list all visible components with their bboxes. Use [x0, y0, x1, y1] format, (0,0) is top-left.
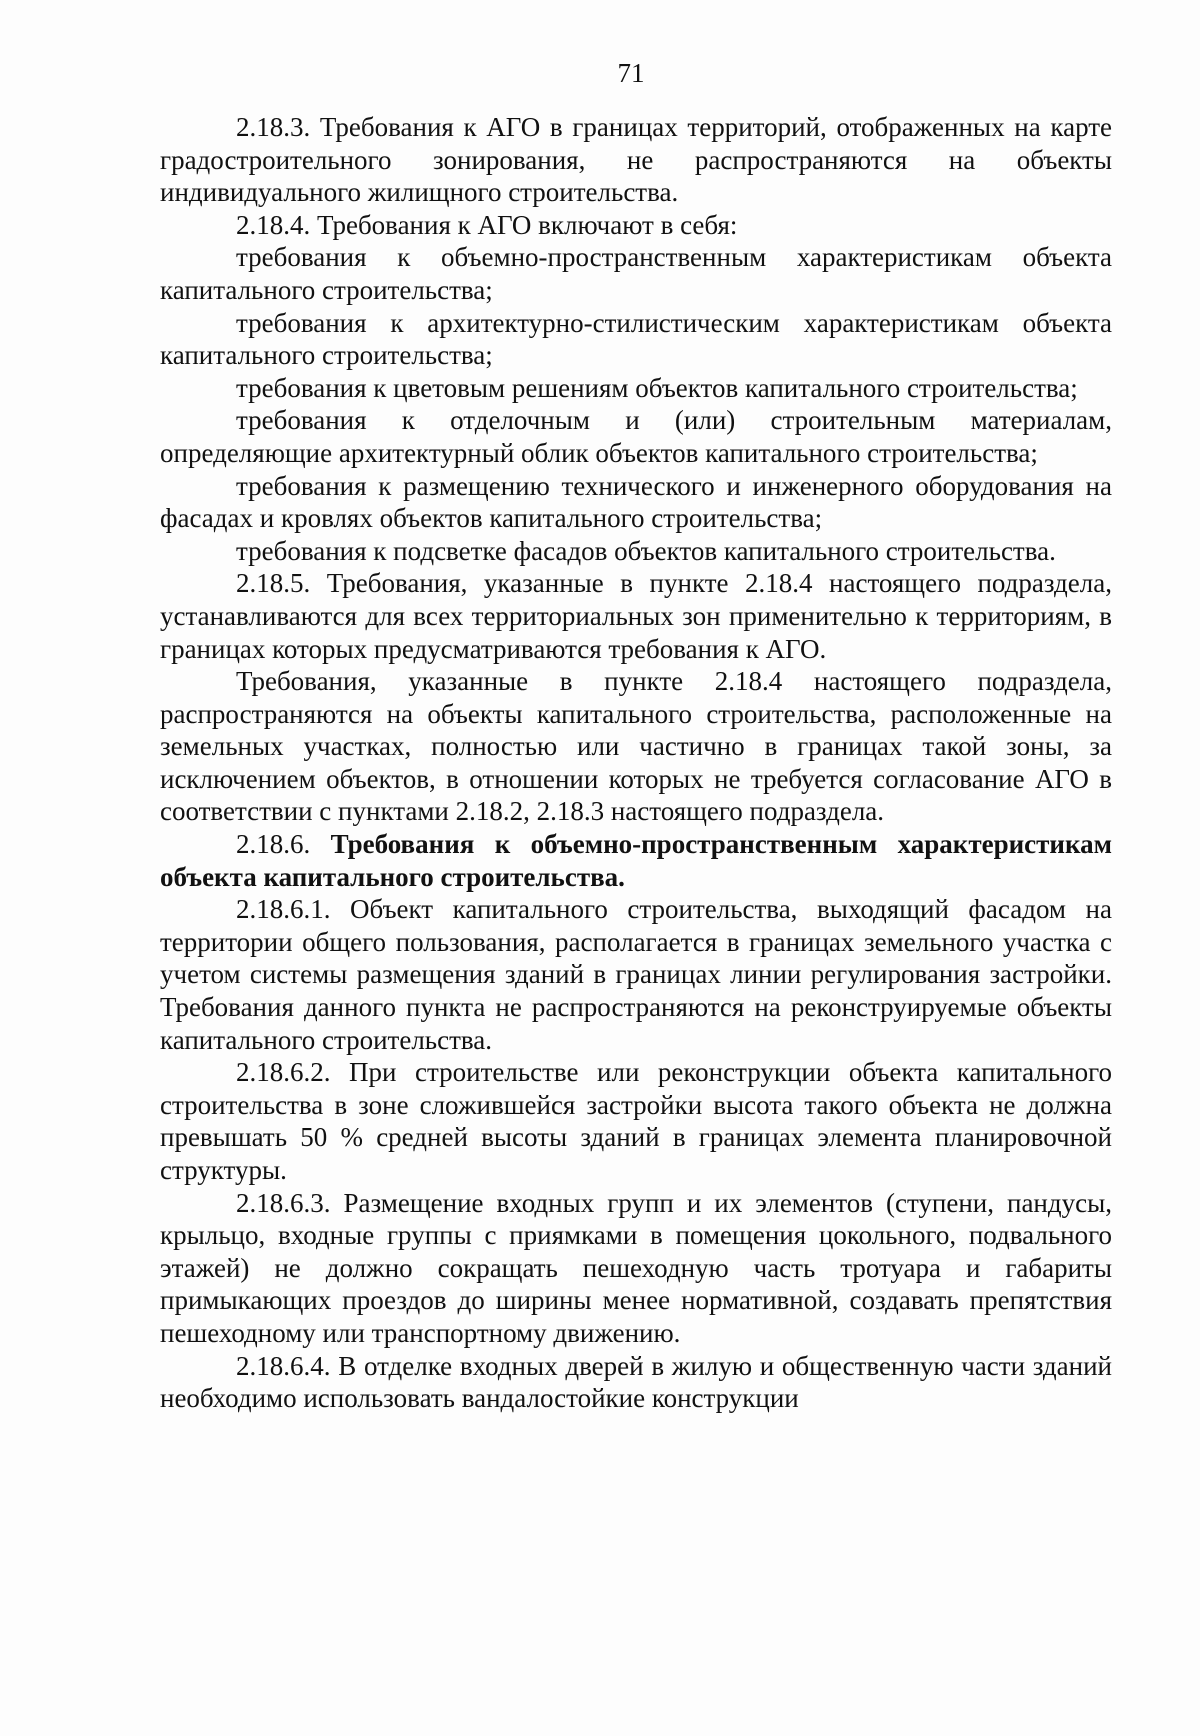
- paragraph-2-18-6-2: 2.18.6.2. При строительстве или реконструкции объекта капитального строительства в зоне сложившейся застройки высота такого объекта не должна превышать 50 % средней высоты зданий в границах элемента планировочной структуры.: [160, 1057, 1112, 1185]
- paragraph-2-18-4: 2.18.4. Требования к АГО включают в себя:: [236, 209, 738, 240]
- section-heading-title: Требования к объемно-пространственным характеристикам объекта капитального строительства.: [160, 829, 1112, 892]
- paragraph-2-18-6-3: 2.18.6.3. Размещение входных групп и их элементов (ступени, пандусы, крыльцо, входные группы с приямками в помещения цокольного, подвального этажей) не должно сокращать пешеходную часть тротуара и габариты примыкающих проездов до ширины менее нормативной, создавать препятствия пешеходному или транспортному движению.: [160, 1187, 1112, 1348]
- paragraph-2-18-5: 2.18.5. Требования, указанные в пункте 2.18.4 настоящего подраздела, устанавливаются для всех территориальных зон применительно к территориям, в границах которых предусматриваются требования к АГО.: [160, 568, 1112, 664]
- list-item-facade-lighting: требования к подсветке фасадов объектов капитального строительства.: [236, 535, 1056, 566]
- paragraph-2-18-6-1: 2.18.6.1. Объект капитального строительства, выходящий фасадом на территории общего пользования, располагается в границах земельного участка с учетом системы размещения зданий в границах линии регулирования застройки. Требования данного пункта не распространяются на реконструируемые объекты капитального строительства.: [160, 894, 1112, 1055]
- paragraph-2-18-3: 2.18.3. Требования к АГО в границах территорий, отображенных на карте градостроительного зонирования, не распространяются на объекты индивидуального жилищного строительства.: [160, 112, 1112, 208]
- page-number: 71: [617, 58, 645, 88]
- list-item-finishing-materials: требования к отделочным и (или) строительным материалам, определяющие архитектурный облик объектов капитального строительства;: [160, 405, 1112, 468]
- section-heading-number: 2.18.6.: [236, 829, 311, 860]
- paragraph-2-18-5-continued: Требования, указанные в пункте 2.18.4 настоящего подраздела, распространяются на объекты капитального строительства, расположенные на земельных участках, полностью или частично в границах такой зоны, за исключением объектов, в отношении которых не требуется согласование АГО в соответствии с пунктами 2.18.2, 2.18.3 настоящего подраздела.: [160, 666, 1112, 827]
- paragraph-2-18-6-4: 2.18.6.4. В отделке входных дверей в жилую и общественную части зданий необходимо использовать вандалостойкие конструкции: [160, 1350, 1112, 1414]
- list-item-equipment-placement: требования к размещению технического и инженерного оборудования на фасадах и кровлях объектов капитального строительства;: [160, 470, 1112, 534]
- list-item-volume-spatial: требования к объемно-пространственным характеристикам объекта капитального строительства;: [160, 242, 1112, 305]
- list-item-color: требования к цветовым решениям объектов капитального строительства;: [236, 372, 1078, 403]
- list-item-architectural-style: требования к архитектурно-стилистическим характеристикам объекта капитального строительства;: [160, 307, 1112, 371]
- document-body: [160, 111, 1112, 1415]
- section-heading-2-18-6: [160, 828, 1112, 893]
